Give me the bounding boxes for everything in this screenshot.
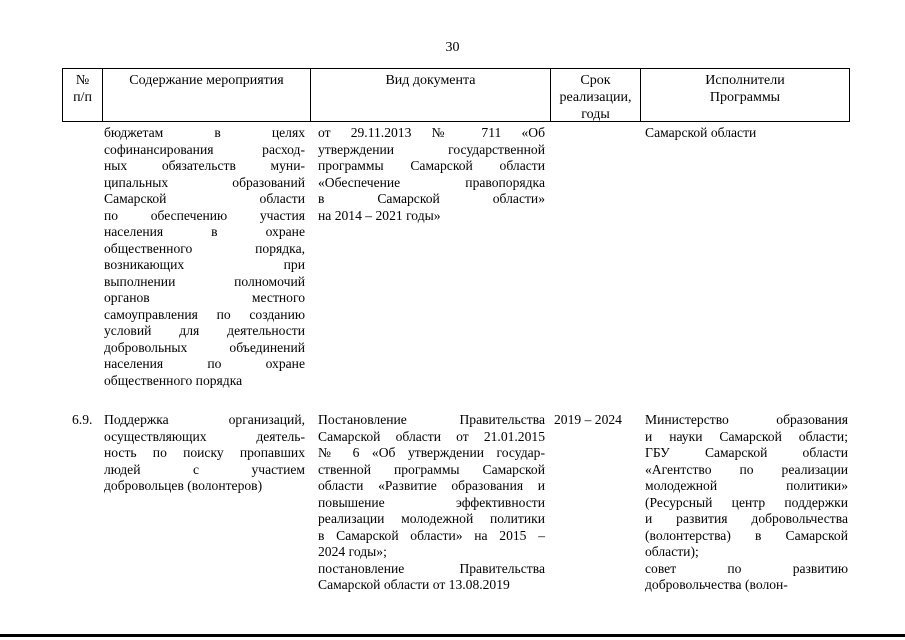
text-line: молодежной политики» xyxy=(645,478,848,493)
row2-executors xyxy=(645,412,848,594)
text-line: людей с участием xyxy=(104,461,305,477)
text-line: программы Самарской области xyxy=(318,158,545,173)
text-line: (волонтерства) в Самарской xyxy=(645,527,848,543)
table-header-bottom-border xyxy=(62,121,850,122)
text-line: ность по поиску пропавших xyxy=(104,445,305,460)
text-line: области «Развитие образования и xyxy=(318,478,545,493)
text-line: утверждении государственной xyxy=(318,141,545,157)
header-doc-type: Вид документа xyxy=(385,73,476,88)
text-line: и развития добровольчества xyxy=(645,511,848,526)
row1-content xyxy=(104,125,305,389)
text-line: ГБУ Самарской области xyxy=(645,445,848,460)
text-line: и науки Самарской области; xyxy=(645,428,848,444)
text-line: Самарской области xyxy=(645,125,757,140)
text-line: Самарской области от 13.08.2019 xyxy=(318,577,510,592)
text-line: 2024 годы»; xyxy=(318,544,387,559)
text-line: (Ресурсный центр поддержки xyxy=(645,494,848,510)
text-line: осуществляющих деятель- xyxy=(104,428,305,444)
text-line: населения в охране xyxy=(104,224,305,239)
text-line: области); xyxy=(645,544,699,559)
header-num: № п/п xyxy=(73,73,92,105)
text-line: условий для деятельности xyxy=(104,323,305,338)
text-line: «Обеспечение правопорядка xyxy=(318,174,545,190)
text-line: общественного порядка xyxy=(104,372,243,388)
text-line: ственной программы Самарской xyxy=(318,461,545,477)
text-line: в Самарской области» xyxy=(318,191,545,206)
text-line: добровольных объединений xyxy=(104,339,305,355)
header-executors: Исполнители Программы xyxy=(705,73,785,105)
text-line: № 6 «Об утверждении государ- xyxy=(318,445,545,460)
text-line: Министерство образования xyxy=(645,412,848,427)
text-line: органов местного xyxy=(104,290,305,305)
row1-executors xyxy=(645,125,848,142)
row2-num: 6.9. xyxy=(72,412,93,427)
text-line: возникающих при xyxy=(104,257,305,272)
text-line: населения по охране xyxy=(104,356,305,371)
col-divider xyxy=(849,68,850,122)
page-number: 30 xyxy=(445,40,460,55)
text-line: в Самарской области» на 2015 – xyxy=(318,527,545,543)
text-line: Самарской области xyxy=(104,191,305,206)
text-line: ных обязательств муни- xyxy=(104,158,305,173)
text-line: «Агентство по реализации xyxy=(645,461,848,477)
text-line: совет по развитию xyxy=(645,560,848,576)
text-line: выполнении полномочий xyxy=(104,273,305,289)
text-line: Поддержка организаций, xyxy=(104,412,305,427)
text-line: бюджетам в целях xyxy=(104,125,305,140)
text-line: Постановление Правительства xyxy=(318,412,545,427)
text-line: ципальных образований xyxy=(104,174,305,190)
text-line: постановление Правительства xyxy=(318,560,545,576)
text-line: добровольцев (волонтеров) xyxy=(104,478,263,493)
table-top-border xyxy=(62,68,850,69)
text-line: на 2014 – 2021 годы» xyxy=(318,207,441,223)
text-line: реализации молодежной политики xyxy=(318,511,545,526)
row2-doc-type xyxy=(318,412,545,594)
header-content: Содержание мероприятия xyxy=(129,73,284,88)
text-line: Самарской области от 21.01.2015 xyxy=(318,428,545,444)
text-line: софинансирования расход- xyxy=(104,141,305,157)
row1-doc-type xyxy=(318,125,545,224)
text-line: самоуправления по созданию xyxy=(104,306,305,322)
header-term: Срок реализации, годы xyxy=(559,73,632,122)
text-line: по обеспечению участия xyxy=(104,207,305,223)
text-line: добровольчества (волон- xyxy=(645,577,788,592)
text-line: повышение эффективности xyxy=(318,494,545,510)
text-line: общественного порядка, xyxy=(104,240,305,256)
row2-term: 2019 – 2024 xyxy=(554,412,622,427)
row2-content xyxy=(104,412,305,495)
text-line: от 29.11.2013 № 711 «Об xyxy=(318,125,545,140)
page-bottom-rule xyxy=(0,634,905,637)
